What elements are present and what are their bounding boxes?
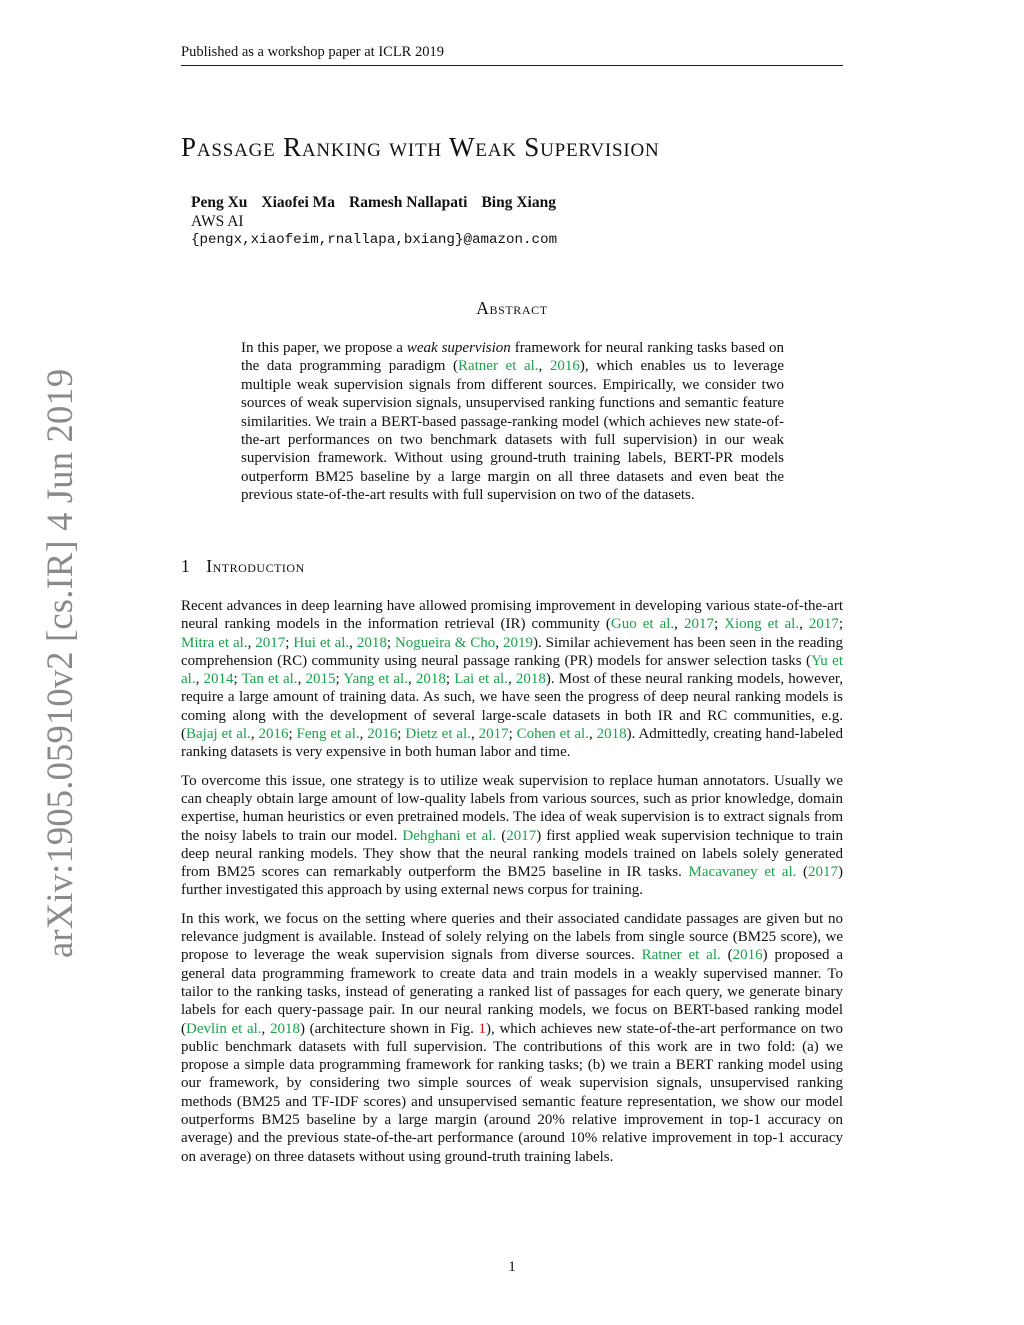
citation-link[interactable]: Ratner et al. (641, 947, 721, 964)
paper-title: Passage Ranking with Weak Supervision (181, 132, 660, 162)
abstract-text: In this paper, we propose a weak supervision framework for neural ranking tasks based on the data programming paradigm (Ratner et al., 2016), which enables us to leverage multiple weak supervision signals from different sources. Empirically, we consider two sources of weak supervision signals, unsupervised ranking functions and semantic feature similarities. We train a BERT-based passage-ranking model (which achieves new state-of-the-art performances on two benchmark datasets with full supervision) in our weak supervision framework. Without using ground-truth training labels, BERT-PR models outperform BM25 baseline by a large margin on all three datasets and even beat the previous state-of-the-art results with full supervision on two of the datasets. (241, 340, 785, 504)
citation-link[interactable]: Yang et al. (343, 671, 408, 688)
citation-link[interactable]: Xiong et al. (724, 616, 800, 633)
arxiv-stamp: arXiv:1905.05910v2 [cs.IR] 4 Jun 2019 (39, 368, 80, 958)
citation-link[interactable]: Mitra et al. (181, 634, 248, 651)
author-block (191, 194, 570, 250)
citation-link[interactable]: Tan et al. (241, 671, 298, 688)
citation-link[interactable]: 2018 (596, 726, 627, 743)
citation-link[interactable]: 2017 (808, 616, 839, 633)
citation-link[interactable]: Yu et al. (181, 652, 843, 688)
paragraph: In this work, we focus on the setting where queries and their associated candidate passages are given but no relevance judgment is available. Instead of solely relying on the labels from single source (BM25 score), we propose to leverage the weak supervision signals from diverse sources. Ratner et al. (2016) proposed a general data programming framework to create data and train models in a weakly supervised manner. To tailor to the ranking tasks, instead of generating a ranked list of passages for each query, we generate binary labels for each query-passage pair. In our neural ranking models, we focus on BERT-based ranking model (Devlin et al., 2018) (architecture shown in Fig. 1), which achieves new state-of-the-art performance on two public benchmark datasets with full supervision. The contributions of this work are in two fold: (a) we propose a simple data programming framework for ranking tasks; (b) we train a BERT ranking model using our framework, by considering two simple sources of weak supervision signals, unsupervised ranking methods (BM25 and TF-IDF scores) and unsupervised semantic feature representation, we show our model outperforms BM25 baseline by a large margin (around 20% relative improvement in top-1 accuracy on average) and the previous state-of-the-art performance (around 10% relative improvement in top-1 accuracy on average) on three datasets without using ground-truth training labels. (181, 910, 844, 1165)
running-header: Published as a workshop paper at ICLR 2019 (181, 44, 843, 66)
citation-link[interactable]: Macavaney et al. (688, 864, 797, 881)
affiliation: AWS AI (191, 212, 244, 230)
citation-link[interactable]: 2017 (808, 864, 839, 881)
citation-link[interactable]: Nogueira & Cho (394, 634, 496, 651)
citation-link[interactable]: 2018 (515, 671, 546, 688)
citation-link[interactable]: 2014 (203, 671, 234, 688)
citation-link[interactable]: Devlin et al. (186, 1020, 262, 1037)
citation-link[interactable]: Guo et al. (610, 616, 675, 633)
citation-link[interactable]: Cohen et al. (516, 726, 589, 743)
citation-link[interactable]: 2018 (269, 1020, 300, 1037)
citation-link[interactable]: 2016 (732, 947, 763, 964)
citation-link[interactable]: Lai et al. (454, 671, 508, 688)
author-name: Peng Xu (191, 194, 248, 211)
citation-link[interactable]: 2015 (305, 671, 336, 688)
author-email: {pengx,xiaofeim,rnallapa,bxiang}@amazon.com (191, 232, 558, 248)
citation-link[interactable]: 2019 (502, 634, 533, 651)
citation-link[interactable]: 2016 (258, 726, 289, 743)
citation-link[interactable]: Feng et al. (296, 726, 360, 743)
citation-link[interactable]: 2018 (415, 671, 446, 688)
page-number: 1 (508, 1259, 516, 1275)
citation-link[interactable]: Hui et al. (293, 634, 350, 651)
abstract-heading: Abstract (476, 298, 548, 318)
citation-link[interactable]: Bajaj et al. (186, 726, 251, 743)
author-name: Ramesh Nallapati (349, 194, 468, 211)
citation-link[interactable]: 2016 (367, 726, 398, 743)
author-names (191, 194, 570, 213)
author-name: Bing Xiang (481, 194, 556, 211)
citation-link[interactable]: Dietz et al. (405, 726, 471, 743)
figure-ref-link[interactable]: 1 (478, 1020, 487, 1037)
body-text (181, 597, 843, 1176)
citation-link[interactable]: 2018 (356, 634, 387, 651)
citation-link[interactable]: Ratner et al. (457, 358, 539, 375)
citation-link[interactable]: Dehghani et al. (402, 827, 497, 844)
section-heading: 1 Introduction (181, 556, 305, 576)
author-name: Xiaofei Ma (261, 194, 336, 211)
citation-link[interactable]: 2017 (506, 827, 537, 844)
citation-link[interactable]: 2017 (255, 634, 286, 651)
citation-link[interactable]: 2017 (683, 616, 714, 633)
paragraph: Recent advances in deep learning have allowed promising improvement in developing various state-of-the-art neural ranking models in the information retrieval (IR) community (Guo et al., 2017; Xiong et al., 2017; Mitra et al., 2017; Hui et al., 2018; Nogueira & Cho, 2019). Similar achievement has been seen in the reading comprehension (RC) community using neural passage ranking (PR) models for answer selection tasks (Yu et al., 2014; Tan et al., 2015; Yang et al., 2018; Lai et al., 2018). Most of these neural ranking models, however, require a large amount of training data. As such, we have seen the progress of deep neural ranking models is coming along with the development of several large-scale datasets in both IR and RC communities, e.g. (Bajaj et al., 2016; Feng et al., 2016; Dietz et al., 2017; Cohen et al., 2018). Admittedly, creating hand-labeled ranking datasets is very expensive in both human labor and time. (181, 598, 844, 761)
citation-link[interactable]: 2016 (549, 358, 580, 375)
paragraph: To overcome this issue, one strategy is to utilize weak supervision to replace human annotators. Usually we can cheaply obtain large amount of low-quality labels from various sources, such as prior knowledge, domain expertise, human heuristics or even pretrained models. The idea of weak supervision is to extract signals from the noisy labels to train our model. Dehghani et al. (2017) first applied weak supervision technique to train deep neural ranking models. They show that the neural ranking models trained on labels solely generated from BM25 scores can remarkably outperform the BM25 baseline in IR tasks. Macavaney et al. (2017) further investigated this approach by using external news corpus for training. (181, 772, 844, 899)
citation-link[interactable]: 2017 (478, 726, 509, 743)
